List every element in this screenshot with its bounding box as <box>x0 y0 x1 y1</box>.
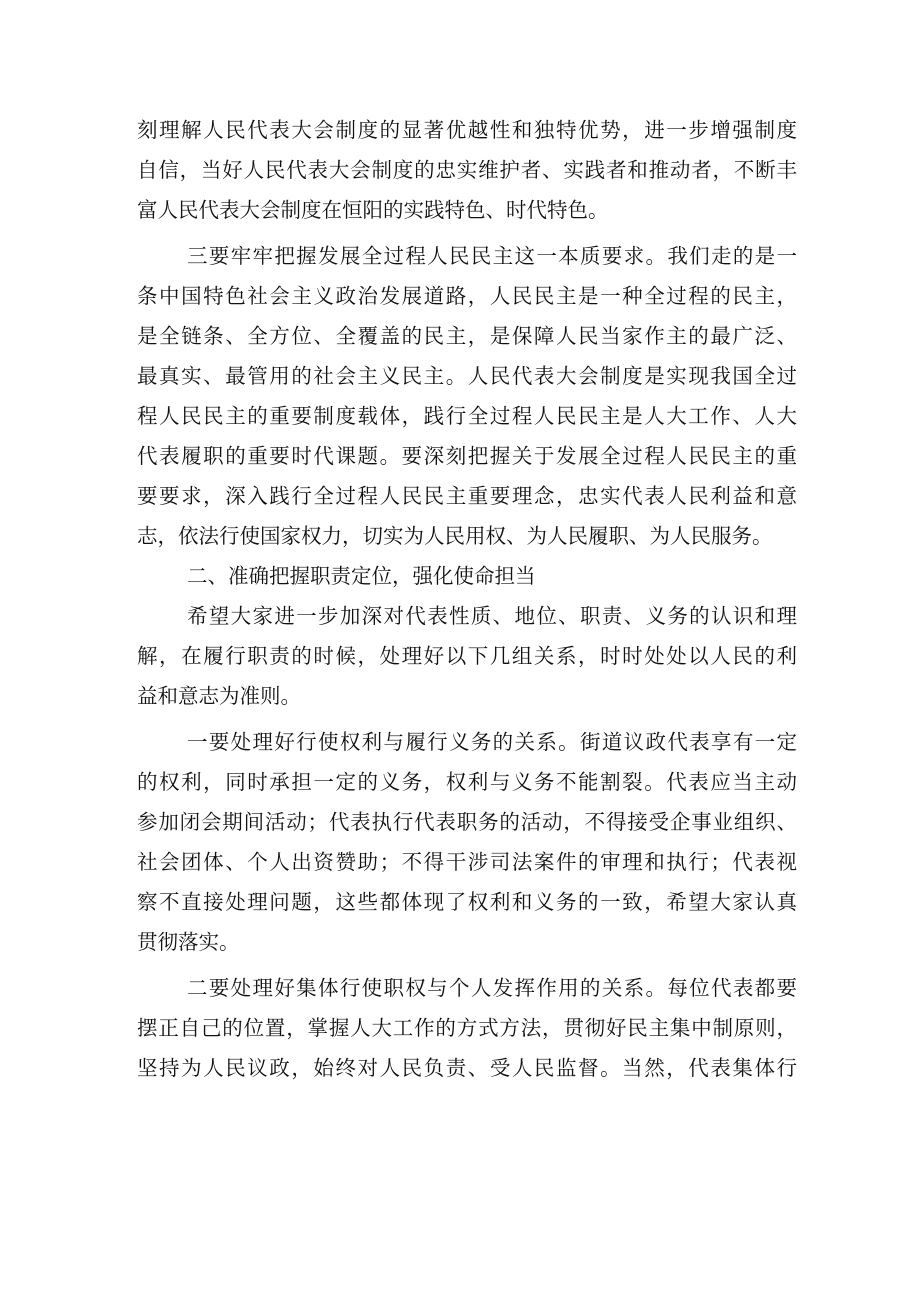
text-line: 自信，当好人民代表大会制度的忠实维护者、实践者和推动者，不断丰 <box>137 158 797 182</box>
paragraph <box>137 596 797 716</box>
text-line: 志，依法行使国家权力，切实为人民用权、为人民履职、为人民服务。 <box>137 524 773 548</box>
paragraph <box>137 968 797 1088</box>
text-line: 是全链条、全方位、全覆盖的民主，是保障人民当家作主的最广泛、 <box>137 324 797 348</box>
text-line: 最真实、最管用的社会主义民主。人民代表大会制度是实现我国全过 <box>137 364 797 388</box>
text-line: 坚持为人民议政，始终对人民负责、受人民监督。当然，代表集体行 <box>137 1056 797 1080</box>
text-line: 解，在履行职责的时候，处理好以下几组关系，时时处处以人民的利 <box>137 644 797 668</box>
paragraph <box>137 722 797 962</box>
text-line: 参加闭会期间活动；代表执行代表职务的活动，不得接受企事业组织、 <box>137 810 797 834</box>
text-line: 条中国特色社会主义政治发展道路，人民民主是一种全过程的民主， <box>137 284 797 308</box>
text-line: 程人民民主的重要制度载体，践行全过程人民民主是人大工作、人大 <box>137 404 797 428</box>
text-line: 社会团体、个人出资赞助；不得干涉司法案件的审理和执行；代表视 <box>137 850 797 874</box>
text-line: 益和意志为准则。 <box>137 684 301 708</box>
text-line: 二、准确把握职责定位，强化使命担当 <box>187 564 536 588</box>
text-line: 刻理解人民代表大会制度的显著优越性和独特优势，进一步增强制度 <box>137 118 797 142</box>
text-line: 一要处理好行使权利与履行义务的关系。街道议政代表享有一定 <box>187 730 797 754</box>
text-line: 察不直接处理问题，这些都体现了权利和义务的一致，希望大家认真 <box>137 890 797 914</box>
paragraph <box>137 110 797 230</box>
section-heading <box>137 556 797 596</box>
paragraph <box>137 236 797 556</box>
text-line: 贯彻落实。 <box>137 930 240 954</box>
text-line: 富人民代表大会制度在恒阳的实践特色、时代特色。 <box>137 198 609 222</box>
document-body <box>137 110 797 1088</box>
text-line: 希望大家进一步加深对代表性质、地位、职责、义务的认识和理 <box>187 604 797 628</box>
text-line: 二要处理好集体行使职权与个人发挥作用的关系。每位代表都要 <box>187 976 797 1000</box>
text-line: 代表履职的重要时代课题。要深刻把握关于发展全过程人民民主的重 <box>137 444 797 468</box>
text-line: 要要求，深入践行全过程人民民主重要理念，忠实代表人民利益和意 <box>137 484 797 508</box>
text-line: 的权利，同时承担一定的义务，权利与义务不能割裂。代表应当主动 <box>137 770 797 794</box>
text-line: 三要牢牢把握发展全过程人民民主这一本质要求。我们走的是一 <box>187 244 797 268</box>
text-line: 摆正自己的位置，掌握人大工作的方式方法，贯彻好民主集中制原则， <box>137 1016 797 1040</box>
